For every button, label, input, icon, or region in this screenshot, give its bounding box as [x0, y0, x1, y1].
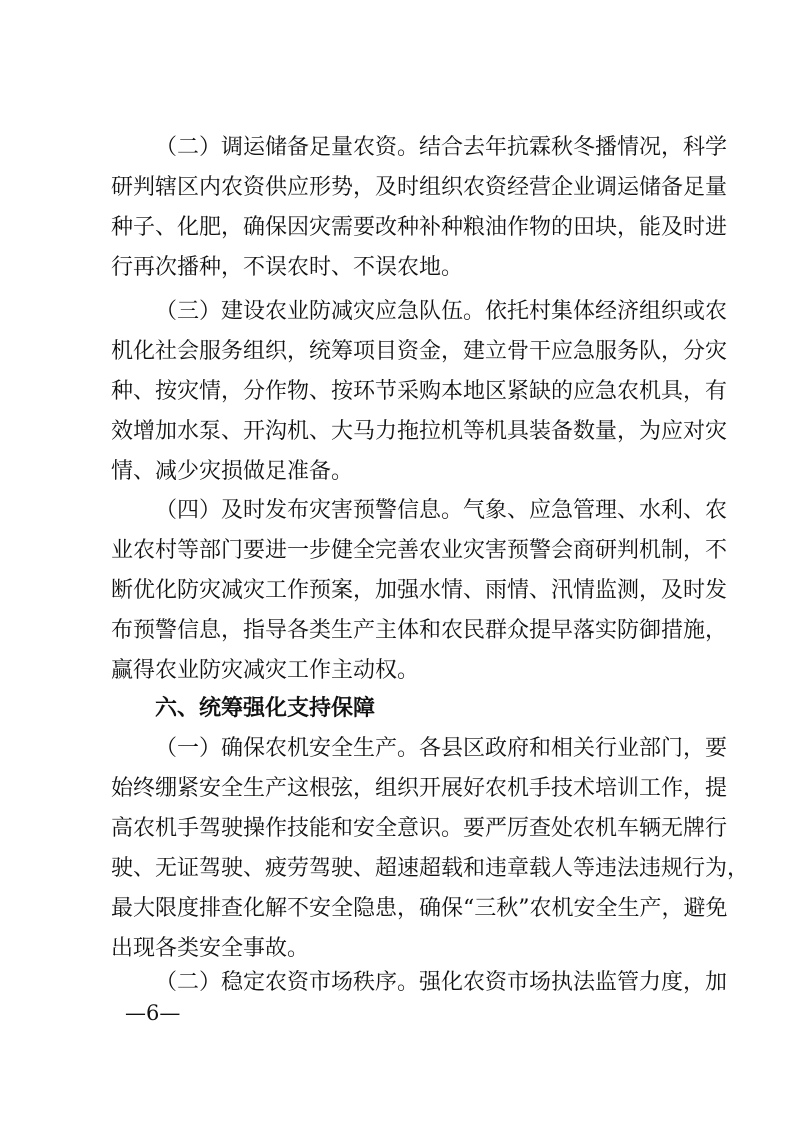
text-line: 种子、化肥，确保因灾需要改种补种粮油作物的田块，能及时进	[111, 215, 728, 240]
page-number: —6—	[125, 1001, 181, 1025]
paragraph-machinery-safety	[111, 729, 750, 969]
text-line: 最大限度排查化解不安全隐患，确保“三秋”农机安全生产，避免	[111, 896, 728, 921]
paragraph-reserve-supplies	[111, 128, 728, 288]
text-line: 效增加水泵、开沟机、大马力拖拉机等机具装备数量，为应对灾	[111, 419, 728, 444]
text-line: （一）确保农机安全生产。各县区政府和相关行业部门，要	[155, 736, 728, 761]
text-line: 高农机手驾驶操作技能和安全意识。要严厉查处农机车辆无牌行	[111, 816, 728, 841]
section-heading: 六、统筹强化支持保障	[155, 696, 376, 721]
text-line: （二）稳定农资市场秩序。强化农资市场执法监管力度，加	[155, 970, 728, 995]
text-line: 赢得农业防灾减灾工作主动权。	[111, 658, 420, 683]
text-line: 出现各类安全事故。	[111, 936, 310, 961]
text-line: 布预警信息，指导各类生产主体和农民群众提早落实防御措施，	[111, 618, 728, 643]
text-line: 研判辖区内农资供应形势，及时组织农资经营企业调运储备足量	[111, 175, 728, 200]
paragraph-disaster-warning	[111, 491, 728, 691]
text-line: 业农村等部门要进一步健全完善农业灾害预警会商研判机制，不	[111, 538, 728, 563]
text-line: 始终绷紧安全生产这根弦，组织开展好农机手技术培训工作，提	[111, 776, 728, 801]
text-line: 断优化防灾减灾工作预案，加强水情、雨情、汛情监测，及时发	[111, 578, 728, 603]
text-line: 驶、无证驾驶、疲劳驾驶、超速超载和违章载人等违法违规行为，	[111, 856, 750, 881]
text-line: 种、按灾情，分作物、按环节采购本地区紧缺的应急农机具，有	[111, 379, 728, 404]
paragraph-emergency-team	[111, 292, 728, 492]
text-line: （二）调运储备足量农资。结合去年抗霖秋冬播情况，科学	[155, 135, 728, 160]
text-line: 机化社会服务组织，统筹项目资金，建立骨干应急服务队，分灾	[111, 339, 728, 364]
paragraph-market-order	[111, 963, 728, 1003]
text-line: （四）及时发布灾害预警信息。气象、应急管理、水利、农	[155, 498, 728, 523]
text-line: 行再次播种，不误农时、不误农地。	[111, 255, 464, 280]
text-line: （三）建设农业防减灾应急队伍。依托村集体经济组织或农	[155, 299, 728, 324]
text-line: 情、减少灾损做足准备。	[111, 459, 354, 484]
section-heading-block	[111, 689, 711, 729]
